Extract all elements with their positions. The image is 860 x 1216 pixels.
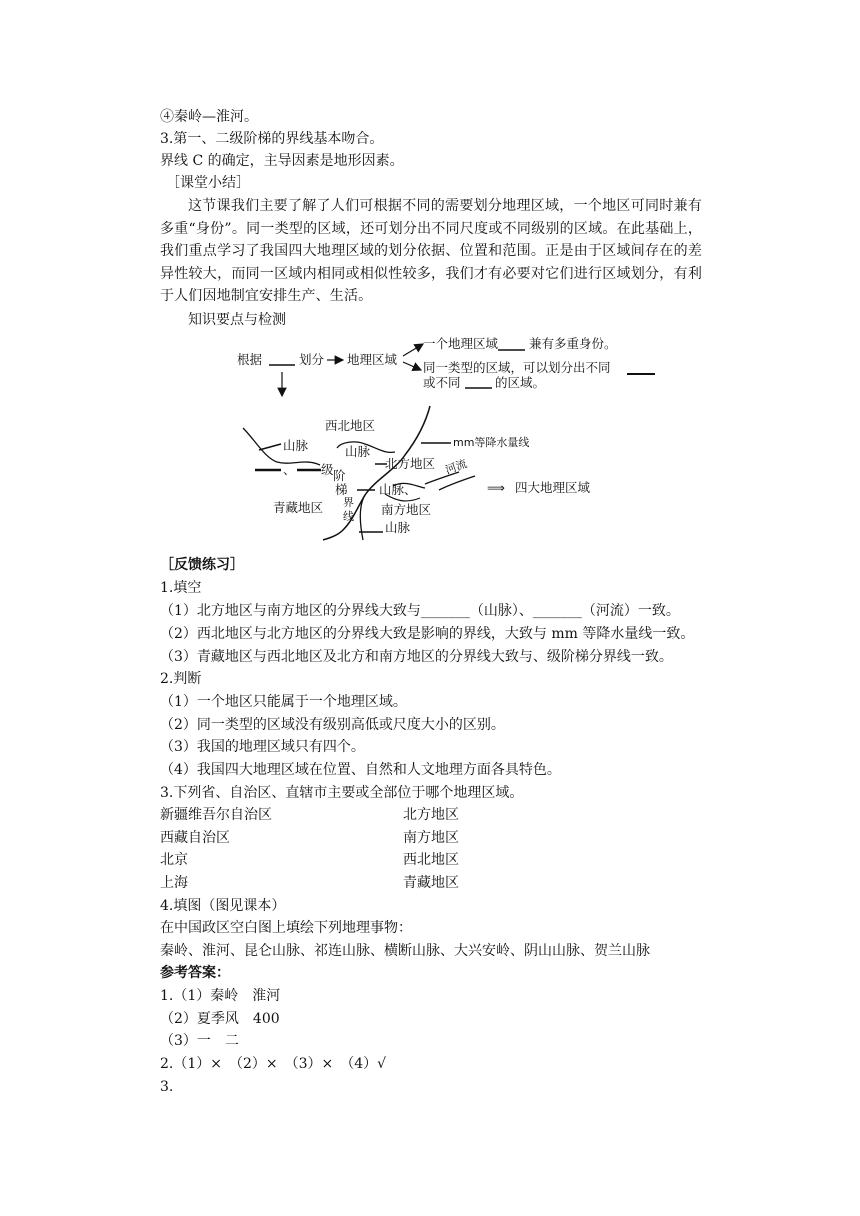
heading-answers: 参考答案：: [160, 965, 230, 981]
q2-item-1: （1）一个地区只能属于一个地理区域。: [160, 694, 407, 710]
diagram-de-region: 的区域。: [495, 375, 546, 390]
summary-paragraph: 这节课我们主要了解了人们可根据不同的需要划分地理区域，一个地区可同时兼有多重“身份”。同一类型的区域，还可划分出不同尺度或不同级别的区域。在此基础上，我们重点学习了我国四大地理区域的划分依据、位置和范围。正是由于区域间存在的差异性较大，而同一区域内相同或相似性较多，我们才有必要对它们进行区域划分，有利于人们因地制宜安排生产、生活。: [160, 198, 702, 304]
match-right-2: 南方地区: [403, 830, 459, 846]
q4-features: 秦岭、淮河、昆仑山脉、祁连山脉、横断山脉、大兴安岭、阴山山脉、贺兰山脉: [160, 943, 650, 959]
diagram-shanmai-2: 山脉: [345, 444, 371, 459]
q2-item-3: （3）我国的地理区域只有四个。: [160, 739, 365, 755]
diagram-arrow: ⟹: [487, 480, 505, 495]
diagram-one-region: 一个地理区域: [423, 336, 499, 351]
line-boundary-c: 界线 C 的确定，主导因素是地形因素。: [160, 153, 404, 169]
diagram-genju: 根据: [237, 352, 263, 367]
diagram-or-different: 或不同: [423, 375, 461, 390]
q4-map: 4.填图（图见课本）: [160, 898, 286, 914]
answer-2: 2.（1）× （2）× （3）× （4）√: [160, 1056, 387, 1072]
heading-feedback: ［反馈练习］: [160, 557, 244, 573]
match-left-4: 上海: [160, 875, 188, 891]
diagram-south: 南方地区: [381, 502, 432, 517]
line-step-boundary: 3.第一、二级阶梯的界线基本吻合。: [160, 131, 384, 147]
knowledge-diagram: [225, 330, 670, 545]
diagram-jie: 阶: [333, 468, 346, 483]
match-left-2: 西藏自治区: [160, 830, 230, 846]
diagram-north: 北方地区: [385, 456, 436, 471]
match-left-1: 新疆维吾尔自治区: [160, 807, 272, 823]
q4-instruction: 在中国政区空白图上填绘下列地理事物：: [160, 920, 412, 936]
q2-item-4: （4）我国四大地理区域在位置、自然和人文地理方面各具特色。: [160, 762, 561, 778]
q3-match: 3.下列省、自治区、直辖市主要或全部位于哪个地理区域。: [160, 785, 524, 801]
match-right-1: 北方地区: [403, 807, 459, 823]
diagram-northwest: 西北地区: [325, 418, 376, 433]
diagram-ti: 梯: [335, 482, 348, 497]
q2-judge: 2.判断: [160, 671, 202, 687]
diagram-shanmai-3: 山脉、: [379, 482, 417, 497]
heading-class-summary: ［课堂小结］: [166, 175, 250, 191]
match-right-4: 青藏地区: [403, 875, 459, 891]
q2-item-2: （2）同一类型的区域没有级别高低或尺度大小的区别。: [160, 717, 505, 733]
diagram-shanmai-1: 山脉: [283, 438, 309, 453]
diagram-four-regions: 四大地理区域: [515, 480, 591, 495]
q1-item-2: （2）西北地区与北方地区的分界线大致是影响的界线，大致与 mm 等降水量线一致。: [160, 626, 695, 642]
answer-3: 3.: [160, 1079, 174, 1095]
answer-1-3: （3）一 二: [160, 1033, 239, 1049]
q1-fill-blank: 1.填空: [160, 580, 202, 596]
answer-1-1: 1.（1）秦岭 淮河: [160, 988, 281, 1004]
diagram-dash: 、: [283, 462, 296, 477]
match-left-3: 北京: [160, 852, 188, 868]
answer-1-2: （2）夏季风 400: [160, 1011, 280, 1027]
diagram-xian: 线: [343, 510, 354, 523]
q1-item-3: （3）青藏地区与西北地区及北方和南方地区的分界线大致与、级阶梯分界线一致。: [160, 649, 673, 665]
diagram-mm-line: mm等降水量线: [453, 436, 530, 449]
match-right-3: 西北地区: [403, 852, 459, 868]
line-qinling-huaihe: ④秦岭—淮河。: [160, 109, 258, 125]
diagram-jie2: 界: [343, 496, 354, 509]
diagram-geo-region: 地理区域: [347, 352, 398, 367]
diagram-ji: 级: [321, 462, 334, 477]
knowledge-points-label: 知识要点与检测: [188, 312, 286, 328]
diagram-same-type: 同一类型的区域，可以划分出不同: [423, 360, 611, 375]
diagram-river: 河流: [443, 457, 469, 477]
diagram-huafen: 划分: [299, 352, 325, 367]
diagram-shanmai-4: 山脉: [385, 520, 411, 535]
diagram-qingzang: 青藏地区: [273, 500, 324, 515]
diagram-multi-identity: 兼有多重身份。: [529, 336, 617, 351]
q1-item-1: （1）北方地区与南方地区的分界线大致与_______（山脉）、_______（河流）一致。: [160, 603, 680, 619]
